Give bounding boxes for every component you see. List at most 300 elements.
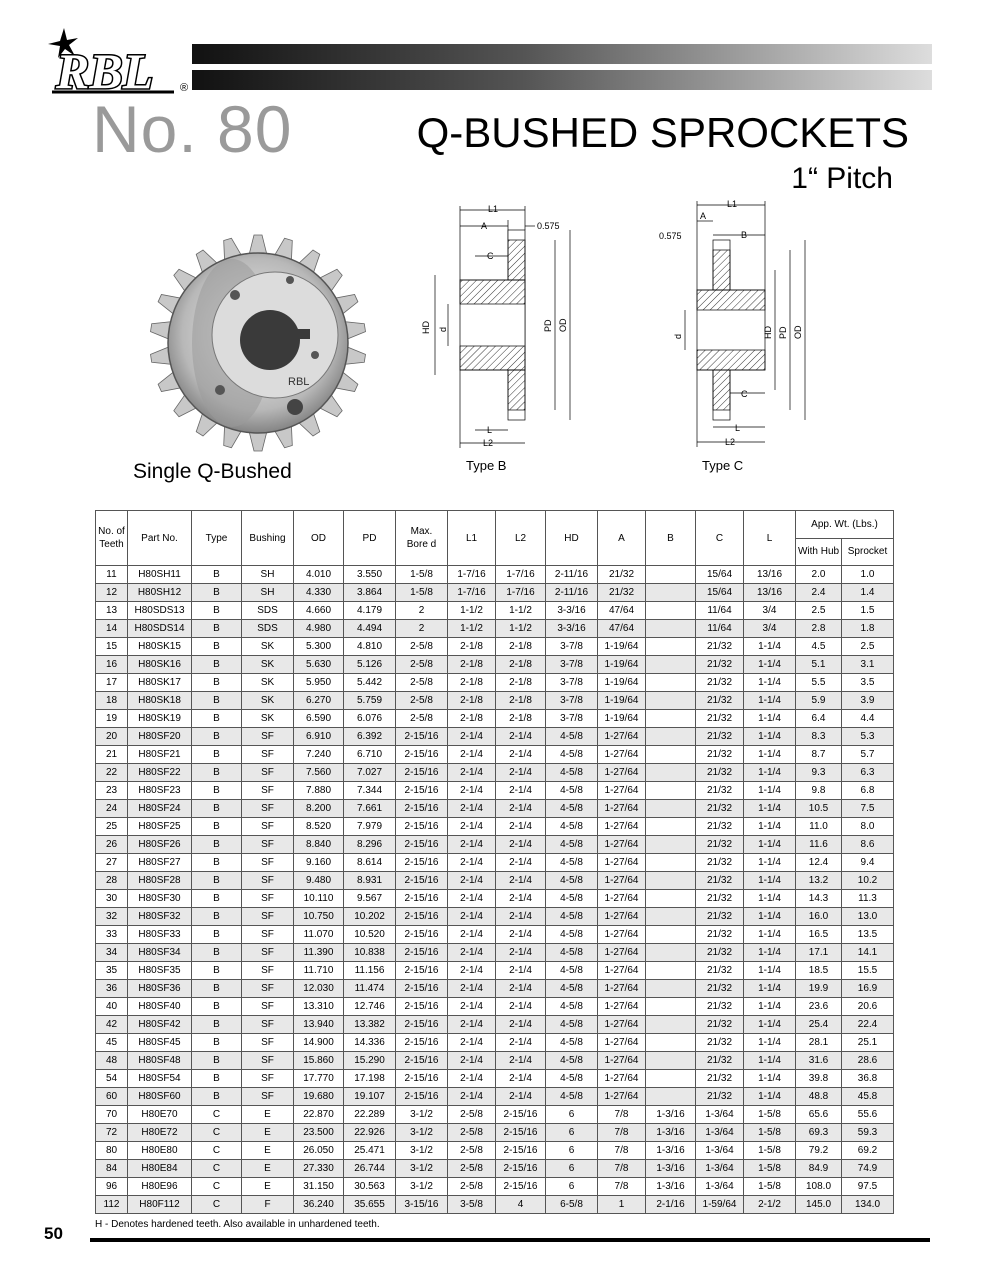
table-cell: 1-27/64 [598,890,646,908]
table-cell: 7/8 [598,1178,646,1196]
table-cell: SF [242,1052,294,1070]
table-cell: 2-1/4 [448,746,496,764]
table-cell: 1-5/8 [744,1124,796,1142]
table-row [96,638,894,656]
table-row [96,1178,894,1196]
table-cell: C [192,1142,242,1160]
table-cell: SF [242,800,294,818]
table-cell: B [192,944,242,962]
table-cell: 1-27/64 [598,980,646,998]
table-cell: 28.1 [796,1034,842,1052]
table-cell: B [192,566,242,584]
table-cell: 6.4 [796,710,842,728]
table-cell: 13/16 [744,584,796,602]
table-cell: 14.1 [842,944,894,962]
table-cell: 6 [546,1106,598,1124]
table-cell: SF [242,764,294,782]
table-cell: 21/32 [598,584,646,602]
type-c-a-label: A [700,211,707,221]
table-cell: 7/8 [598,1160,646,1178]
table-cell: SK [242,710,294,728]
table-cell: 3.864 [344,584,396,602]
table-cell: 1-7/16 [448,566,496,584]
table-cell: 25 [96,818,128,836]
table-cell: 5.7 [842,746,894,764]
table-cell: 23 [96,782,128,800]
table-row [96,1196,894,1214]
table-cell: 4.5 [796,638,842,656]
table-cell: 2-11/16 [546,584,598,602]
table-cell: B [192,962,242,980]
table-cell: B [192,746,242,764]
table-cell: 14.336 [344,1034,396,1052]
table-row [96,746,894,764]
registered-mark: ® [180,82,189,94]
type-b-c-label: C [487,251,494,261]
table-cell: 10.838 [344,944,396,962]
table-cell: 2-1/8 [448,656,496,674]
type-b-dim-label: 0.575 [537,221,560,231]
table-cell: 2.5 [796,602,842,620]
table-cell: H80SF23 [128,782,192,800]
table-cell: 6.392 [344,728,396,746]
table-cell: 3-1/2 [396,1124,448,1142]
table-cell: 3-7/8 [546,692,598,710]
table-cell: 4-5/8 [546,944,598,962]
table-cell: 13.940 [294,1016,344,1034]
table-cell: SF [242,890,294,908]
table-cell: 4.660 [294,602,344,620]
table-cell: 3-3/16 [546,602,598,620]
table-cell: 13.5 [842,926,894,944]
table-cell: 2-15/16 [396,836,448,854]
table-cell: 2-1/4 [448,764,496,782]
table-cell: 25.4 [796,1016,842,1034]
table-cell: 8.840 [294,836,344,854]
table-cell: 2-5/8 [448,1106,496,1124]
table-row [96,818,894,836]
table-cell: 21/32 [696,1070,744,1088]
table-row [96,1070,894,1088]
table-cell: 47/64 [598,620,646,638]
table-cell: 21/32 [696,638,744,656]
table-cell [646,746,696,764]
table-cell: 3-3/16 [546,620,598,638]
table-cell: H80SK18 [128,692,192,710]
table-cell: B [192,854,242,872]
table-cell: 1-1/4 [744,890,796,908]
table-cell: SK [242,656,294,674]
col-header-l: L [744,511,796,566]
table-cell: 8.296 [344,836,396,854]
table-cell: 3-1/2 [396,1178,448,1196]
table-cell: H80F112 [128,1196,192,1214]
table-cell: 1-1/4 [744,836,796,854]
table-cell: 2-1/4 [448,998,496,1016]
type-c-drawing [655,195,835,455]
table-cell: 2-1/4 [496,908,546,926]
type-c-c-label: C [741,389,748,399]
table-cell: 2-1/4 [496,890,546,908]
table-cell: 1-1/4 [744,638,796,656]
col-header-od: OD [294,511,344,566]
table-cell: 1-1/4 [744,1052,796,1070]
table-cell: 1-27/64 [598,764,646,782]
table-cell: 1-1/4 [744,746,796,764]
table-cell: 2-15/16 [396,854,448,872]
type-b-l1-label: L1 [488,204,499,214]
table-cell [646,728,696,746]
table-cell: 7.560 [294,764,344,782]
table-cell: 2-1/4 [448,782,496,800]
bottom-rule [90,1238,930,1242]
table-cell: 21/32 [696,692,744,710]
col-header-weight: App. Wt. (Lbs.) [796,511,894,539]
table-cell: 21/32 [696,1052,744,1070]
table-cell: 70 [96,1106,128,1124]
table-cell: B [192,584,242,602]
table-cell: C [192,1160,242,1178]
table-cell: 8.7 [796,746,842,764]
table-cell: 14 [96,620,128,638]
table-cell: 11.156 [344,962,396,980]
table-cell: 3-7/8 [546,674,598,692]
table-cell: 21/32 [696,818,744,836]
table-cell: 14.900 [294,1034,344,1052]
table-cell: F [242,1196,294,1214]
table-cell: 31.150 [294,1178,344,1196]
table-cell: B [192,674,242,692]
table-cell: 2-5/8 [396,692,448,710]
table-cell [646,962,696,980]
table-cell: 1-5/8 [744,1106,796,1124]
table-cell: 8.200 [294,800,344,818]
sprocket-photo [140,225,370,455]
table-cell: 1-27/64 [598,1016,646,1034]
table-cell: 108.0 [796,1178,842,1196]
table-cell: SF [242,998,294,1016]
table-cell: 1-27/64 [598,1052,646,1070]
table-cell: 1-3/16 [646,1106,696,1124]
table-cell: 21 [96,746,128,764]
table-cell: 2-1/4 [448,872,496,890]
table-cell: 2-5/8 [448,1142,496,1160]
table-cell: 2-15/16 [396,1052,448,1070]
table-cell: 2-1/4 [448,818,496,836]
table-cell: 4-5/8 [546,854,598,872]
table-cell: 13/16 [744,566,796,584]
type-c-l-label: L [735,423,741,433]
table-cell: 33 [96,926,128,944]
table-cell: 3/4 [744,620,796,638]
table-cell: 1-1/2 [496,620,546,638]
table-cell: SH [242,566,294,584]
col-header-pd: PD [344,511,396,566]
table-cell [646,1070,696,1088]
table-cell: 21/32 [696,872,744,890]
table-cell: 2-5/8 [396,638,448,656]
table-cell: 1-1/4 [744,926,796,944]
col-header-teeth: No. of Teeth [96,511,128,566]
table-cell: B [192,620,242,638]
table-cell: 4-5/8 [546,872,598,890]
table-cell: 2-1/4 [448,1052,496,1070]
type-b-a-label: A [481,221,488,231]
table-row [96,1124,894,1142]
table-cell: 1-7/16 [448,584,496,602]
table-cell: 84.9 [796,1160,842,1178]
page-number: 50 [44,1224,63,1243]
table-cell [646,1016,696,1034]
table-cell: 12.030 [294,980,344,998]
table-cell: 1-27/64 [598,1070,646,1088]
table-cell: SF [242,944,294,962]
table-cell: 55.6 [842,1106,894,1124]
table-cell: 2-5/8 [448,1178,496,1196]
table-cell: 6.3 [842,764,894,782]
table-cell: 8.614 [344,854,396,872]
table-cell: 11.710 [294,962,344,980]
svg-text:RBL: RBL [56,43,154,96]
table-cell: 1-59/64 [696,1196,744,1214]
table-cell [646,566,696,584]
table-cell: 2-1/4 [496,872,546,890]
table-cell: 2 [396,620,448,638]
table-row [96,1016,894,1034]
table-cell: 54 [96,1070,128,1088]
table-cell: H80SF20 [128,728,192,746]
table-cell: 1-27/64 [598,1088,646,1106]
table-cell: 7.240 [294,746,344,764]
table-cell: 112 [96,1196,128,1214]
table-cell: 36.8 [842,1070,894,1088]
table-cell: 1-27/64 [598,998,646,1016]
table-cell: 21/32 [696,854,744,872]
table-cell: 2-1/4 [448,1088,496,1106]
type-c-od-label: OD [793,325,803,339]
table-cell: 1-1/2 [448,620,496,638]
table-cell: 8.3 [796,728,842,746]
table-cell: 11.0 [796,818,842,836]
table-cell: 1-3/16 [646,1142,696,1160]
table-cell: 4.980 [294,620,344,638]
table-cell: 10.2 [842,872,894,890]
table-cell: H80SF33 [128,926,192,944]
table-cell [646,944,696,962]
table-cell: 21/32 [696,836,744,854]
table-cell [646,854,696,872]
type-b-pd-label: PD [543,319,553,332]
table-cell: 22.289 [344,1106,396,1124]
table-cell: 17 [96,674,128,692]
table-cell: 10.110 [294,890,344,908]
table-cell: 1-1/4 [744,1070,796,1088]
table-cell [646,1052,696,1070]
table-row [96,584,894,602]
table-cell: 5.300 [294,638,344,656]
table-row [96,710,894,728]
table-cell: 59.3 [842,1124,894,1142]
photo-caption: Single Q-Bushed [133,460,292,483]
table-cell: 2-15/16 [396,926,448,944]
table-row [96,836,894,854]
table-cell: B [192,1016,242,1034]
table-cell: 21/32 [696,908,744,926]
table-row [96,890,894,908]
table-cell: 1-1/4 [744,728,796,746]
table-cell: SF [242,728,294,746]
sprocket-tooth [249,431,267,451]
table-cell [646,692,696,710]
table-cell: 1-27/64 [598,908,646,926]
table-cell: 2-1/4 [496,746,546,764]
table-cell: B [192,908,242,926]
table-cell: 1-5/8 [396,566,448,584]
table-cell: 21/32 [696,728,744,746]
table-cell: 1-1/4 [744,980,796,998]
table-cell: SF [242,1088,294,1106]
table-cell: 4-5/8 [546,746,598,764]
table-row [96,854,894,872]
table-cell: SF [242,908,294,926]
table-cell: 3-15/16 [396,1196,448,1214]
table-cell: 2-15/16 [396,1016,448,1034]
table-cell: 18.5 [796,962,842,980]
table-cell: 145.0 [796,1196,842,1214]
table-cell: 2-1/4 [448,890,496,908]
table-cell: 2 [396,602,448,620]
table-cell: 21/32 [598,566,646,584]
col-header-c: C [696,511,744,566]
table-cell: H80SF25 [128,818,192,836]
table-row [96,944,894,962]
table-cell: 2-1/4 [448,1016,496,1034]
table-cell: 1-27/64 [598,728,646,746]
table-cell: H80SF28 [128,872,192,890]
table-cell: 6 [546,1142,598,1160]
table-cell: B [192,872,242,890]
table-cell: 2-1/4 [448,728,496,746]
table-cell: 21/32 [696,656,744,674]
table-cell: 4-5/8 [546,1070,598,1088]
table-cell: 3.1 [842,656,894,674]
table-cell: 2-1/4 [448,800,496,818]
table-cell: 7.979 [344,818,396,836]
table-cell: 2-15/16 [396,746,448,764]
table-cell [646,638,696,656]
table-cell [646,584,696,602]
table-cell: 4-5/8 [546,890,598,908]
table-cell: 3.550 [344,566,396,584]
type-b-caption: Type B [466,458,507,473]
table-cell: 34 [96,944,128,962]
table-cell: 21/32 [696,710,744,728]
table-cell: 2-1/8 [448,638,496,656]
table-cell: 3.9 [842,692,894,710]
table-cell: 6.076 [344,710,396,728]
table-cell: 13.310 [294,998,344,1016]
table-cell: 2-15/16 [396,872,448,890]
table-cell: 22.870 [294,1106,344,1124]
table-cell: H80SF22 [128,764,192,782]
table-cell: 2.4 [796,584,842,602]
table-cell: 1-5/8 [744,1142,796,1160]
table-cell: 2-15/16 [496,1124,546,1142]
table-cell: 1-3/16 [646,1160,696,1178]
table-cell: 1-27/64 [598,800,646,818]
table-cell: 11 [96,566,128,584]
photo-brand-label: RBL [288,376,310,388]
table-cell: 21/32 [696,998,744,1016]
table-cell: 16.5 [796,926,842,944]
table-cell: 3-1/2 [396,1106,448,1124]
table-cell: 21/32 [696,944,744,962]
table-cell: 27.330 [294,1160,344,1178]
table-cell: 1-1/2 [496,602,546,620]
table-cell: 1-1/4 [744,710,796,728]
col-header-sprocket: Sprocket [842,538,894,566]
table-cell: 2-15/16 [396,1088,448,1106]
table-cell: 6-5/8 [546,1196,598,1214]
table-cell: SK [242,638,294,656]
table-cell: H80E96 [128,1178,192,1196]
table-cell: 18 [96,692,128,710]
table-cell: 2-15/16 [396,962,448,980]
table-cell: B [192,998,242,1016]
table-cell: 4.494 [344,620,396,638]
col-header-b: B [646,511,696,566]
table-cell: 26 [96,836,128,854]
col-header-bushing: Bushing [242,511,294,566]
table-cell [646,872,696,890]
type-c-hd-label: HD [763,326,773,339]
table-cell: 1-1/2 [448,602,496,620]
table-cell: 19.107 [344,1088,396,1106]
table-cell: 20.6 [842,998,894,1016]
table-cell: 1-1/4 [744,818,796,836]
table-cell: 20 [96,728,128,746]
table-cell: 11/64 [696,620,744,638]
table-cell: 21/32 [696,674,744,692]
table-cell: 15/64 [696,584,744,602]
table-row [96,782,894,800]
table-cell: 16 [96,656,128,674]
table-cell: 2-5/8 [448,1160,496,1178]
table-cell: 97.5 [842,1178,894,1196]
table-cell [646,818,696,836]
table-cell: 5.5 [796,674,842,692]
table-cell: 2-1/8 [448,710,496,728]
table-cell: 4-5/8 [546,1034,598,1052]
table-cell: H80SDS13 [128,602,192,620]
table-row [96,1142,894,1160]
table-cell: 4-5/8 [546,962,598,980]
table-cell: 21/32 [696,764,744,782]
table-cell: 2-1/4 [496,962,546,980]
table-cell: 2.0 [796,566,842,584]
type-c-d-label: d [673,333,683,339]
table-cell: 4-5/8 [546,728,598,746]
table-cell [646,782,696,800]
table-cell: 2-1/4 [448,1070,496,1088]
type-c-b-label: B [741,230,748,240]
table-cell: 4.010 [294,566,344,584]
table-cell: 1-27/64 [598,944,646,962]
table-cell: 1 [598,1196,646,1214]
table-cell: 2-1/4 [496,1034,546,1052]
table-cell [646,800,696,818]
table-cell: 2-1/4 [496,728,546,746]
